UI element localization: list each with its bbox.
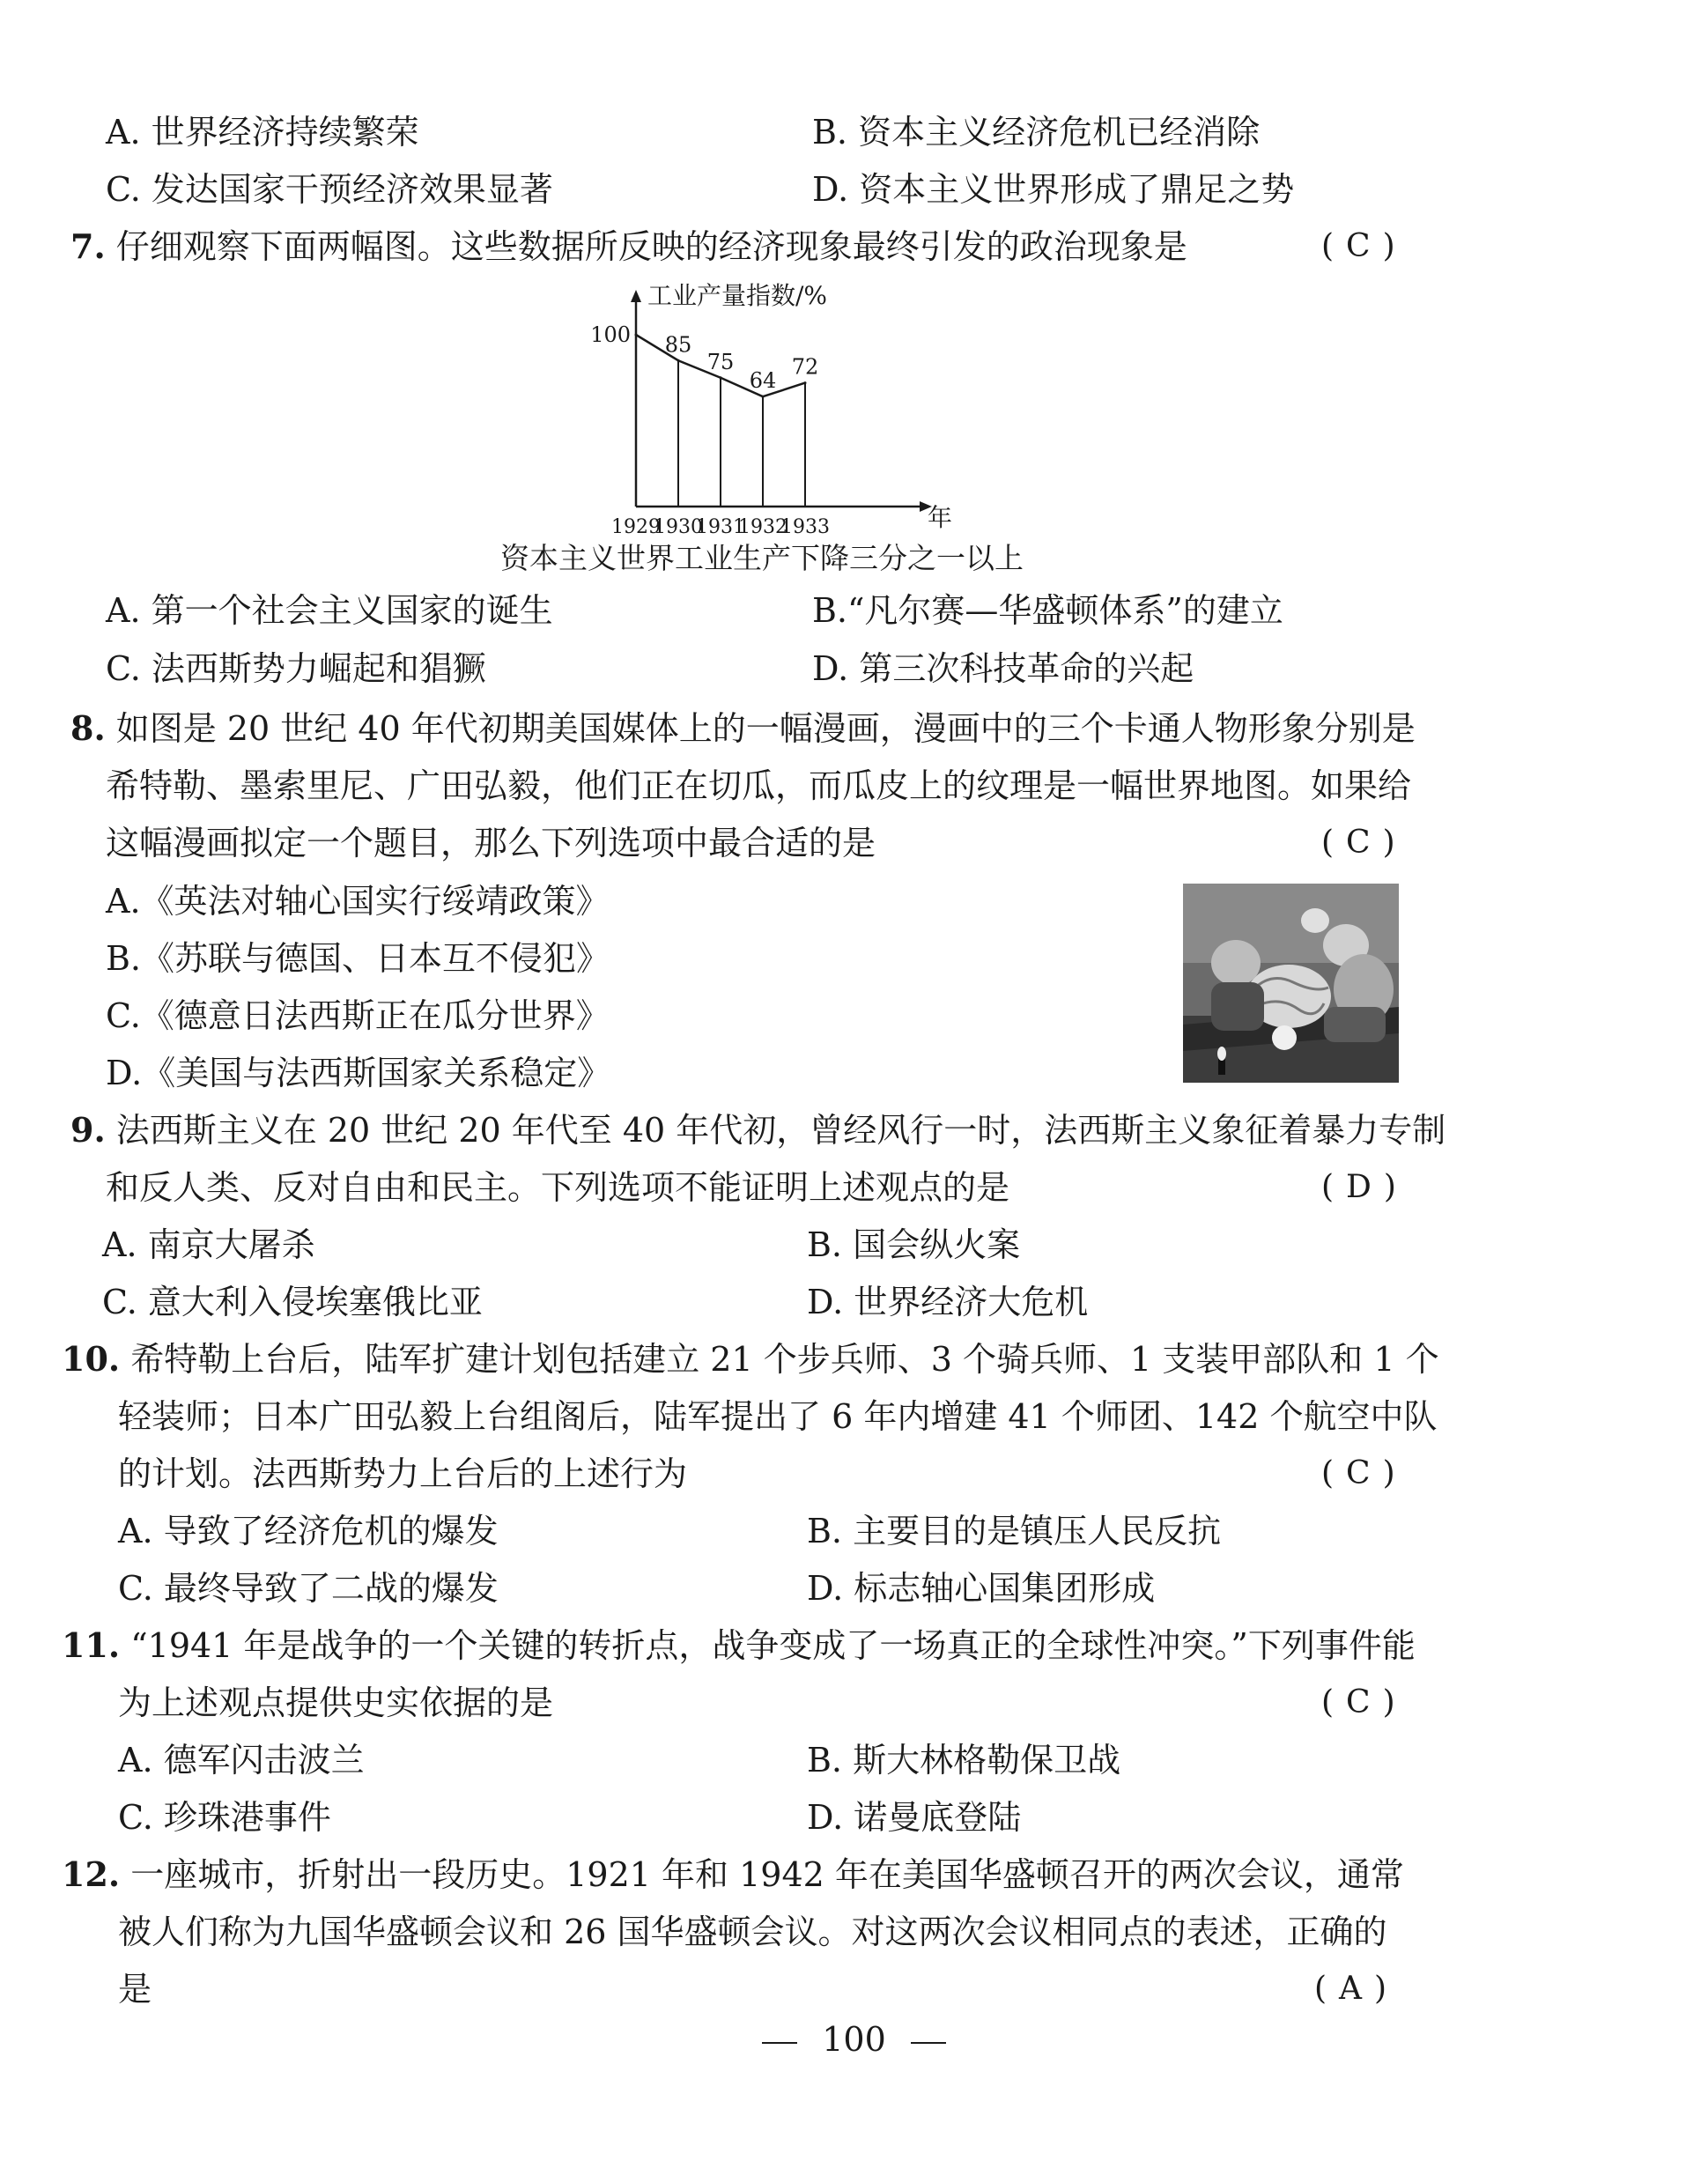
chart-data-label: 64: [749, 368, 777, 394]
q11-option-b: B. 斯大林格勒保卫战: [807, 1741, 1121, 1780]
q8-option-c: C.《德意日法西斯正在瓜分世界》: [106, 996, 610, 1035]
q10-option-b: B. 主要目的是镇压人民反抗: [807, 1512, 1222, 1550]
q12-stem-text-1: 一座城市，折射出一段历史。1921 年和 1942 年在美国华盛顿召开的两次会议，通常: [130, 1855, 1404, 1894]
q10-stem-line-1: [62, 1337, 1439, 1381]
chart-point: [804, 381, 807, 384]
q11-number: 11.: [62, 1625, 121, 1665]
chart-axes: [631, 290, 932, 512]
chart-x-tick-label: 1932: [738, 516, 787, 538]
q11-answer: (C): [1321, 1684, 1408, 1720]
q10-stem-line-3: 的计划。法西斯势力上台后的上述行为: [118, 1454, 688, 1493]
q8-stem-line-3: 这幅漫画拟定一个题目，那么下列选项中最合适的是: [106, 824, 876, 862]
q11-stem-line-1: [62, 1624, 1416, 1668]
q7-option-b: B.“凡尔赛—华盛顿体系”的建立: [812, 591, 1283, 630]
q9-stem-line-1: [70, 1108, 1446, 1152]
q7-number: 7.: [70, 226, 106, 266]
q9-stem-text-1: 法西斯主义在 20 世纪 20 年代至 40 年代初，曾经风行一时，法西斯主义象征着暴力专制: [115, 1111, 1446, 1150]
chart-point: [677, 359, 680, 362]
q8-option-d: D.《美国与法西斯国家关系稳定》: [106, 1054, 611, 1092]
q6-option-c: C. 发达国家干预经济效果显著: [106, 170, 553, 209]
chart-point: [635, 334, 638, 337]
chart-data-label: 72: [791, 354, 819, 380]
q11-stem-text-1: “1941 年是战争的一个关键的转折点，战争变成了一场真正的全球性冲突。”下列事件能: [130, 1626, 1416, 1665]
chart-y-axis-label: 工业产量指数/%: [647, 281, 828, 310]
q8-stem-line-1: [70, 707, 1416, 751]
q6-option-b: B. 资本主义经济危机已经消除: [812, 113, 1261, 152]
cartoon-image: [1183, 884, 1399, 1083]
q7-option-c: C. 法西斯势力崛起和猖獗: [106, 649, 486, 688]
q7-option-a: A. 第一个社会主义国家的诞生: [106, 591, 553, 630]
page-number: 100: [822, 2020, 886, 2059]
q9-number: 9.: [70, 1110, 106, 1150]
q11-option-d: D. 诺曼底登陆: [807, 1798, 1022, 1837]
chart-data-label: 100: [590, 322, 631, 347]
chart-x-tick-label: 1929: [611, 516, 661, 538]
chart-point: [720, 376, 722, 379]
q10-option-a: A. 导致了经济危机的爆发: [118, 1512, 499, 1550]
q8-option-b: B.《苏联与德国、日本互不侵犯》: [106, 939, 610, 978]
q10-answer: (C): [1321, 1455, 1408, 1491]
q12-number: 12.: [62, 1854, 121, 1894]
chart-x-tick-label: 1930: [654, 516, 703, 538]
q12-stem-line-1: [62, 1853, 1404, 1897]
q6-option-a: A. 世界经济持续繁荣: [106, 113, 419, 152]
chart-data-label: 75: [706, 349, 735, 374]
q10-stem-line-2: 轻装师；日本广田弘毅上台组阁后，陆军提出了 6 年内增建 41 个师团、142 个航空中队: [118, 1397, 1438, 1436]
q7-answer: (C): [1321, 228, 1408, 264]
footer-dash-right: [911, 2042, 946, 2044]
q10-stem-text-1: 希特勒上台后，陆军扩建计划包括建立 21 个步兵师、3 个骑兵师、1 支装甲部队和 1 个: [130, 1340, 1439, 1379]
q11-stem-line-2: 为上述观点提供史实依据的是: [118, 1683, 554, 1722]
q6-option-d: D. 资本主义世界形成了鼎足之势: [812, 170, 1295, 209]
q7-stem: [70, 225, 1187, 269]
q7-chart-caption: 资本主义世界工业生产下降三分之一以上: [500, 541, 1024, 575]
chart-x-tick-label: 1931: [696, 516, 745, 538]
chart-x-axis-label: 年: [928, 503, 953, 532]
q10-number: 10.: [62, 1339, 121, 1379]
q9-answer: (D): [1321, 1169, 1409, 1205]
q11-option-c: C. 珍珠港事件: [118, 1798, 331, 1837]
q11-option-a: A. 德军闪击波兰: [118, 1741, 365, 1780]
q12-answer: (A): [1314, 1971, 1400, 2007]
industrial-output-chart: [529, 277, 969, 542]
q8-stem-text-1: 如图是 20 世纪 40 年代初期美国媒体上的一幅漫画，漫画中的三个卡通人物形象分别是: [115, 709, 1416, 748]
q10-option-d: D. 标志轴心国集团形成: [807, 1569, 1156, 1608]
q7-option-d: D. 第三次科技革命的兴起: [812, 649, 1194, 688]
q8-answer: (C): [1321, 825, 1408, 861]
q9-option-b: B. 国会纵火案: [807, 1225, 1021, 1264]
q12-stem-line-3: 是: [118, 1970, 152, 2009]
q12-stem-line-2: 被人们称为九国华盛顿会议和 26 国华盛顿会议。对这两次会议相同点的表述，正确的: [118, 1913, 1387, 1951]
q7-stem-text: 仔细观察下面两幅图。这些数据所反映的经济现象最终引发的政治现象是: [115, 227, 1187, 266]
q8-number: 8.: [70, 708, 106, 748]
chart-data-label: 85: [664, 332, 692, 358]
q8-stem-line-2: 希特勒、墨索里尼、广田弘毅，他们正在切瓜，而瓜皮上的纹理是一幅世界地图。如果给: [106, 766, 1412, 805]
q9-option-d: D. 世界经济大危机: [807, 1283, 1089, 1321]
page-footer: [0, 2017, 1708, 2061]
chart-y-axis-arrow: [631, 290, 641, 302]
q10-option-c: C. 最终导致了二战的爆发: [118, 1569, 499, 1608]
footer-dash-left: [762, 2042, 797, 2044]
chart-x-tick-label: 1933: [780, 516, 830, 538]
q8-option-a: A.《英法对轴心国实行绥靖政策》: [106, 882, 610, 921]
q9-stem-line-2: 和反人类、反对自由和民主。下列选项不能证明上述观点的是: [106, 1168, 1010, 1207]
q9-option-c: C. 意大利入侵埃塞俄比亚: [102, 1283, 483, 1321]
chart-point: [762, 396, 765, 398]
q9-option-a: A. 南京大屠杀: [102, 1225, 315, 1264]
